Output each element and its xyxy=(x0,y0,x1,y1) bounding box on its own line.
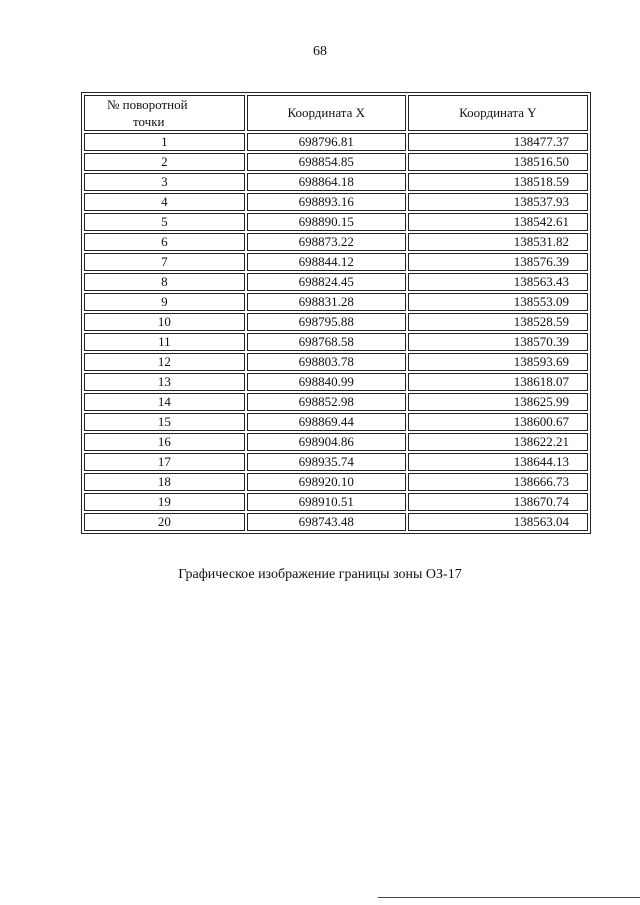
table-row xyxy=(84,273,588,291)
cell-point-number: 4 xyxy=(84,193,245,211)
cell-coord-x: 698831.28 xyxy=(247,293,406,311)
cell-point-number: 17 xyxy=(84,453,245,471)
table-row xyxy=(84,293,588,311)
table-row xyxy=(84,233,588,251)
cell-point-number: 3 xyxy=(84,173,245,191)
cell-coord-x: 698864.18 xyxy=(247,173,406,191)
header-point-line2: точки xyxy=(133,114,165,129)
cell-coord-x: 698796.81 xyxy=(247,133,406,151)
table-row xyxy=(84,453,588,471)
cell-point-number: 6 xyxy=(84,233,245,251)
cell-point-number: 5 xyxy=(84,213,245,231)
cell-coord-x: 698904.86 xyxy=(247,433,406,451)
cell-point-number: 15 xyxy=(84,413,245,431)
cell-coord-y: 138528.59 xyxy=(408,313,588,331)
cell-point-number: 8 xyxy=(84,273,245,291)
cell-coord-y: 138600.67 xyxy=(408,413,588,431)
table-row xyxy=(84,433,588,451)
cell-coord-x: 698795.88 xyxy=(247,313,406,331)
cell-coord-y: 138666.73 xyxy=(408,473,588,491)
cell-point-number: 19 xyxy=(84,493,245,511)
header-point-number xyxy=(84,95,245,131)
table-body xyxy=(84,133,588,531)
table-row xyxy=(84,493,588,511)
table-row xyxy=(84,413,588,431)
table-header-row xyxy=(84,95,588,131)
table-row xyxy=(84,393,588,411)
cell-coord-y: 138518.59 xyxy=(408,173,588,191)
cell-point-number: 2 xyxy=(84,153,245,171)
cell-coord-y: 138576.39 xyxy=(408,253,588,271)
table-row xyxy=(84,333,588,351)
cell-coord-y: 138570.39 xyxy=(408,333,588,351)
table-row xyxy=(84,513,588,531)
cell-point-number: 20 xyxy=(84,513,245,531)
cell-coord-y: 138537.93 xyxy=(408,193,588,211)
table-row xyxy=(84,173,588,191)
cell-coord-x: 698869.44 xyxy=(247,413,406,431)
table-row xyxy=(84,253,588,271)
cell-coord-x: 698910.51 xyxy=(247,493,406,511)
footer-divider xyxy=(378,897,640,898)
cell-coord-x: 698893.16 xyxy=(247,193,406,211)
header-coord-x: Координата X xyxy=(247,95,406,131)
cell-point-number: 1 xyxy=(84,133,245,151)
table-row xyxy=(84,353,588,371)
cell-coord-x: 698854.85 xyxy=(247,153,406,171)
cell-coord-x: 698920.10 xyxy=(247,473,406,491)
cell-point-number: 16 xyxy=(84,433,245,451)
cell-coord-x: 698890.15 xyxy=(247,213,406,231)
cell-coord-y: 138553.09 xyxy=(408,293,588,311)
cell-point-number: 10 xyxy=(84,313,245,331)
cell-coord-y: 138618.07 xyxy=(408,373,588,391)
cell-point-number: 12 xyxy=(84,353,245,371)
cell-coord-y: 138670.74 xyxy=(408,493,588,511)
cell-coord-x: 698844.12 xyxy=(247,253,406,271)
cell-coord-x: 698840.99 xyxy=(247,373,406,391)
cell-coord-x: 698803.78 xyxy=(247,353,406,371)
cell-coord-y: 138531.82 xyxy=(408,233,588,251)
cell-coord-y: 138593.69 xyxy=(408,353,588,371)
cell-coord-x: 698873.22 xyxy=(247,233,406,251)
cell-coord-y: 138563.43 xyxy=(408,273,588,291)
table-row xyxy=(84,373,588,391)
cell-coord-y: 138644.13 xyxy=(408,453,588,471)
cell-point-number: 11 xyxy=(84,333,245,351)
cell-coord-x: 698852.98 xyxy=(247,393,406,411)
cell-coord-y: 138622.21 xyxy=(408,433,588,451)
table-row xyxy=(84,193,588,211)
cell-coord-y: 138563.04 xyxy=(408,513,588,531)
cell-coord-y: 138625.99 xyxy=(408,393,588,411)
cell-point-number: 9 xyxy=(84,293,245,311)
cell-point-number: 7 xyxy=(84,253,245,271)
header-point-line1: № поворотной xyxy=(107,97,188,112)
table-row xyxy=(84,213,588,231)
cell-point-number: 18 xyxy=(84,473,245,491)
cell-coord-y: 138516.50 xyxy=(408,153,588,171)
coordinates-table xyxy=(81,92,591,534)
table-row xyxy=(84,133,588,151)
cell-coord-x: 698935.74 xyxy=(247,453,406,471)
section-caption: Графическое изображение границы зоны ОЗ-17 xyxy=(178,567,462,582)
cell-coord-y: 138542.61 xyxy=(408,213,588,231)
header-coord-y: Координата Y xyxy=(408,95,588,131)
table-row xyxy=(84,313,588,331)
cell-point-number: 14 xyxy=(84,393,245,411)
cell-coord-y: 138477.37 xyxy=(408,133,588,151)
page-number: 68 xyxy=(313,44,327,59)
table-row xyxy=(84,153,588,171)
cell-coord-x: 698768.58 xyxy=(247,333,406,351)
table-row xyxy=(84,473,588,491)
cell-coord-x: 698824.45 xyxy=(247,273,406,291)
cell-point-number: 13 xyxy=(84,373,245,391)
cell-coord-x: 698743.48 xyxy=(247,513,406,531)
